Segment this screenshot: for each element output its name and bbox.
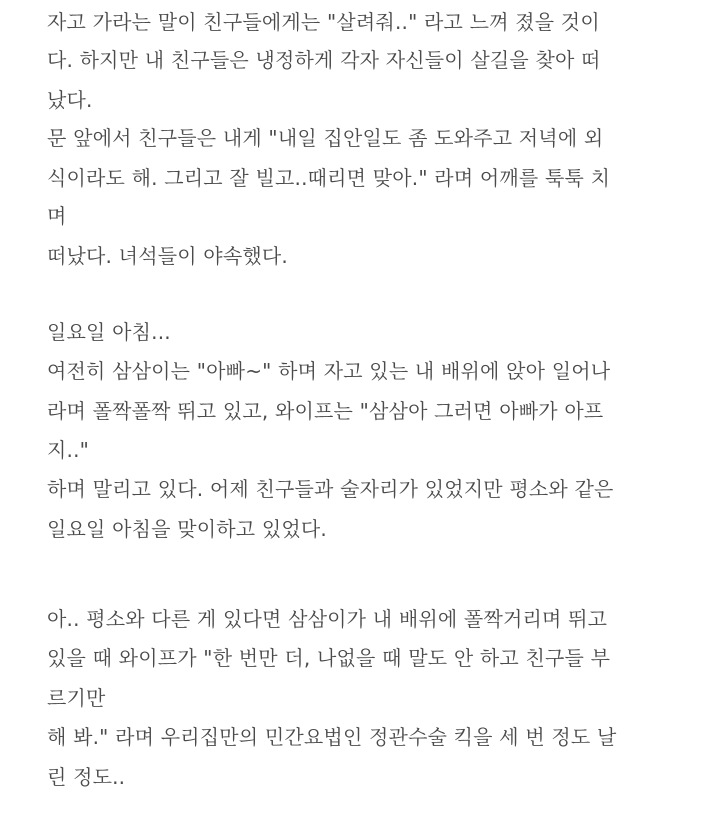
text-line: 식이라도 해. 그리고 잘 빌고..때리면 맞아." 라며 어깨를 툭툭 치 [47, 166, 611, 190]
text-line: 아.. 평소와 다른 게 있다면 삼삼이가 내 배위에 폴짝거리며 뛰고 [47, 607, 608, 631]
text-line: 라며 폴짝폴짝 뛰고 있고, 와이프는 "삼삼아 그러면 아빠가 아프 [47, 399, 604, 423]
text-line: 났다. [47, 88, 93, 112]
text-line: 하며 말리고 있다. 어제 친구들과 술자리가 있었지만 평소와 같은 [47, 477, 614, 501]
text-line: 해 봐." 라며 우리집만의 민간요법인 정관수술 킥을 세 번 정도 날 [47, 725, 617, 749]
text-line: 문 앞에서 친구들은 내게 "내일 집안일도 좀 도와주고 저녁에 외 [47, 126, 604, 150]
text-line: 일요일 아침... [47, 320, 171, 344]
text-line: 며 [47, 204, 67, 228]
text-line: 자고 가라는 말이 친구들에게는 "살려줘.." 라고 느껴 졌을 것이 [47, 10, 600, 34]
text-line: 떠났다. 녀석들이 야속했다. [47, 244, 288, 268]
text-line: 다. 하지만 내 친구들은 냉정하게 각자 자신들이 살길을 찾아 떠 [47, 48, 601, 72]
text-line: 있을 때 와이프가 "한 번만 더, 나없을 때 말도 안 하고 친구들 부 [47, 646, 611, 670]
text-line: 르기만 [47, 686, 106, 710]
text-line: 지.." [47, 438, 90, 462]
text-line: 여전히 삼삼이는 "아빠~" 하며 자고 있는 내 배위에 앉아 일어나 [47, 359, 611, 383]
text-line: 린 정도.. [47, 765, 126, 789]
text-line: 일요일 아침을 맞이하고 있었다. [47, 517, 327, 541]
